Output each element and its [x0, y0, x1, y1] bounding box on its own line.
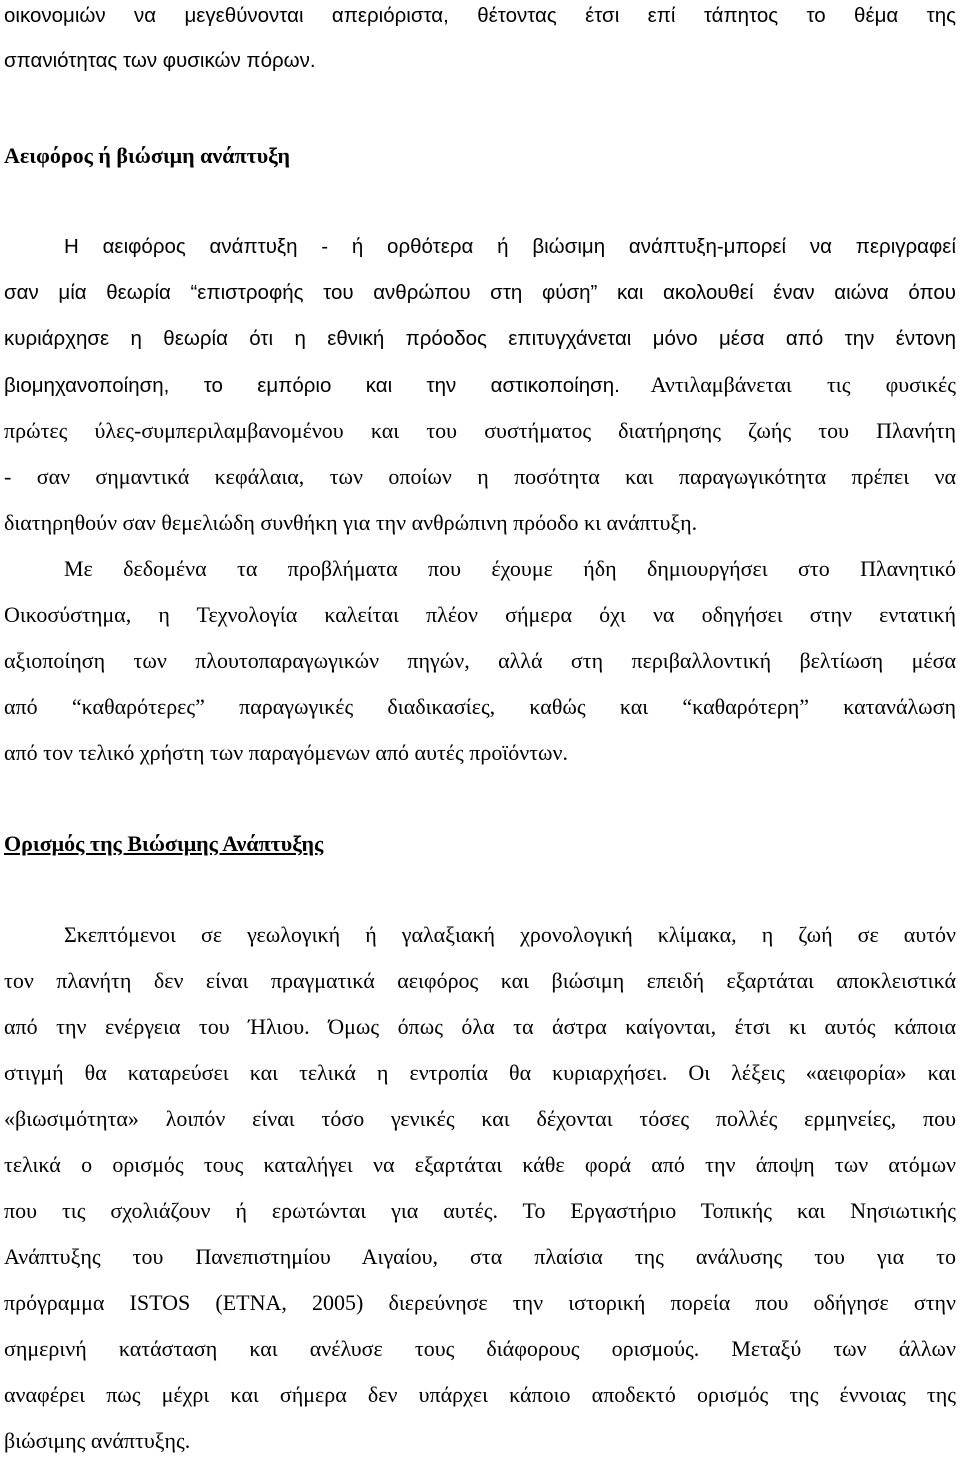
paragraph-line: από την ενέργεια του Ήλιου. Όμως όπως όλα τα άστρα καίγονται, έτσι κι αυτός κάποια	[4, 1014, 956, 1039]
line-segment-serif: Αντιλαμβάνεται τις φυσικές	[650, 372, 956, 397]
paragraph-line: βιώσιμης ανάπτυξης.	[4, 1428, 191, 1453]
line-segment-sans: βιομηχανοποίηση, το εμπόριο και την αστικοποίηση.	[4, 374, 620, 397]
paragraph-line: αναφέρει πως μέχρι και σήμερα δεν υπάρχει κάποιο αποδεκτό ορισμός της έννοιας της	[4, 1382, 956, 1407]
paragraph-line: διατηρηθούν σαν θεμελιώδη συνθήκη για την ανθρώπινη πρόοδο κι ανάπτυξη.	[4, 510, 698, 535]
paragraph-line: τον πλανήτη δεν είναι πραγματικά αειφόρος και βιώσιμη επειδή εξαρτάται αποκλειστικά	[4, 968, 956, 993]
paragraph-line: Με δεδομένα τα προβλήματα που έχουμε ήδη δημιουργήσει στο Πλανητικό	[64, 556, 956, 581]
paragraph-line: Ανάπτυξης του Πανεπιστημίου Αιγαίου, στα πλαίσια της ανάλυσης του για το	[4, 1244, 956, 1269]
paragraph-line	[4, 373, 956, 398]
paragraph-line: Η αειφόρος ανάπτυξη - ή ορθότερα ή βιώσιμη ανάπτυξη-μπορεί να περιγραφεί	[64, 235, 956, 258]
paragraph-line: που τις σχολιάζουν ή ερωτώνται για αυτές. Το Εργαστήριο Τοπικής και Νησιωτικής	[4, 1198, 956, 1223]
paragraph-line: πρόγραμμα ISTOS (ETNA, 2005) διερεύνησε την ιστορική πορεία που οδήγησε στην	[4, 1290, 956, 1315]
section-heading: Αειφόρος ή βιώσιμη ανάπτυξη	[4, 143, 290, 168]
paragraph-line: από “καθαρότερες” παραγωγικές διαδικασίες, καθώς και “καθαρότερη” κατανάλωση	[4, 694, 956, 719]
paragraph-line: πρώτες ύλες-συμπεριλαμβανομένου και του συστήματος διατήρησης ζωής του Πλανήτη	[4, 418, 956, 443]
paragraph-line: Σκεπτόμενοι σε γεωλογική ή γαλαξιακή χρονολογική κλίμακα, η ζωή σε αυτόν	[64, 922, 956, 947]
paragraph-line: από τον τελικό χρήστη των παραγόμενων από αυτές προϊόντων.	[4, 740, 568, 765]
paragraph-line: Οικοσύστημα, η Τεχνολογία καλείται πλέον σήμερα όχι να οδηγήσει στην εντατική	[4, 602, 956, 627]
paragraph-line: αξιοποίηση των πλουτοπαραγωγικών πηγών, αλλά στη περιβαλλοντική βελτίωση μέσα	[4, 648, 956, 673]
paragraph-line: - σαν σημαντικά κεφάλαια, των οποίων η ποσότητα και παραγωγικότητα πρέπει να	[4, 464, 956, 489]
paragraph-line: «βιωσιμότητα» λοιπόν είναι τόσο γενικές και δέχονται τόσες πολλές ερμηνείες, που	[4, 1106, 956, 1131]
paragraph-line: σημερινή κατάσταση και ανέλυσε τους διάφορους ορισμούς. Μεταξύ των άλλων	[4, 1336, 956, 1361]
intro-line: οικονομιών να μεγεθύνονται απεριόριστα, θέτοντας έτσι επί τάπητος το θέμα της	[4, 4, 956, 27]
paragraph-line: στιγμή θα καταρεύσει και τελικά η εντροπία θα κυριαρχήσει. Οι λέξεις «αειφορία» και	[4, 1060, 956, 1085]
paragraph-line: σαν μία θεωρία “επιστροφής του ανθρώπου στη φύση” και ακολουθεί έναν αιώνα όπου	[4, 281, 956, 304]
section-heading: Ορισμός της Βιώσιμης Ανάπτυξης	[4, 831, 324, 856]
paragraph-line: κυριάρχησε η θεωρία ότι η εθνική πρόοδος επιτυγχάνεται μόνο μέσα από την έντονη	[4, 327, 956, 350]
paragraph-line: τελικά ο ορισμός τους καταλήγει να εξαρτάται κάθε φορά από την άποψη των ατόμων	[4, 1152, 956, 1177]
intro-line: σπανιότητας των φυσικών πόρων.	[4, 49, 316, 72]
